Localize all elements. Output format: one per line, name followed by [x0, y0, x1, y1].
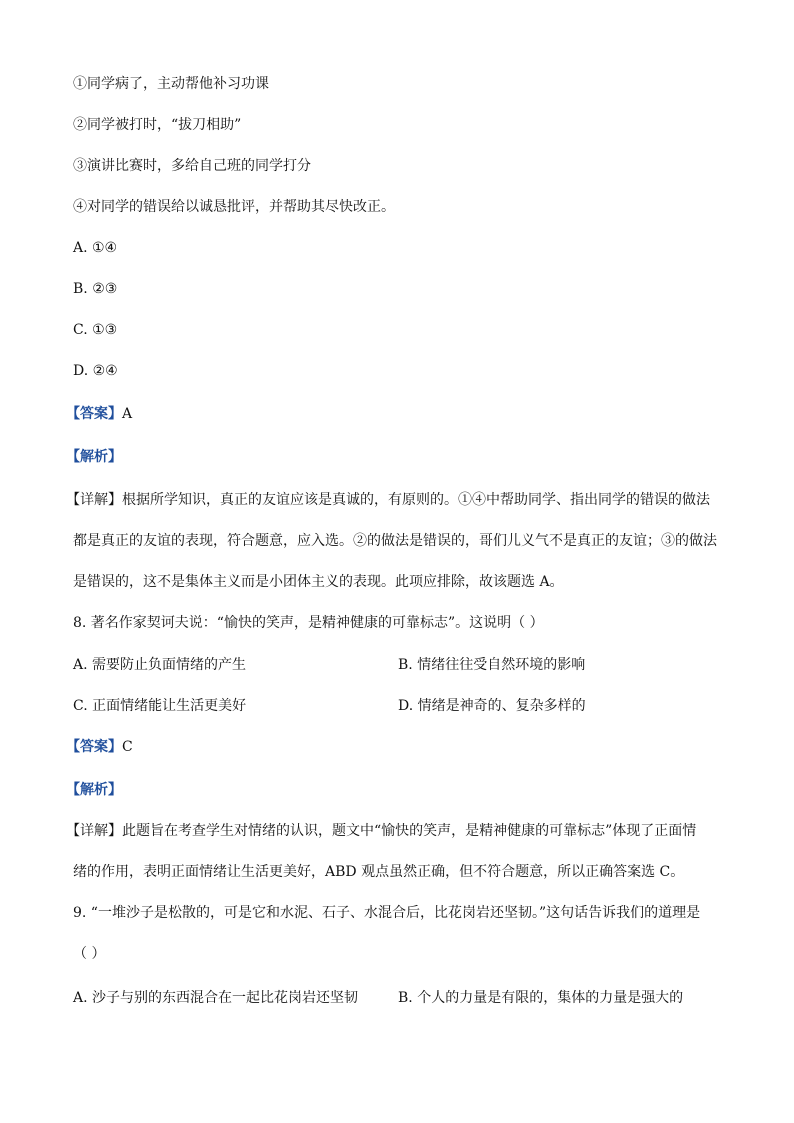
q8-option-d: D. 情绪是神奇的、复杂多样的	[398, 698, 586, 714]
q8-option-c: C. 正面情绪能让生活更美好	[73, 698, 247, 714]
q7-item-4: ④对同学的错误给以诚恳批评，并帮助其尽快改正。	[73, 199, 395, 215]
answer-value: A	[122, 406, 133, 422]
q8-detail-line-2: 绪的作用，表明正面情绪让生活更美好，ABD 观点虽然正确，但不符合题意，所以正确答案选 C。	[73, 864, 685, 880]
q7-detail-line-2: 都是真正的友谊的表现，符合题意，应入选。②的做法是错误的，哥们儿义气不是真正的友谊；③的做法	[73, 533, 717, 549]
q7-analysis-label: 【解析】	[66, 449, 122, 465]
q7-item-3: ③演讲比赛时，多给自己班的同学打分	[73, 158, 311, 174]
q9-stem-line-1: 9. “一堆沙子是松散的，可是它和水泥、石子、水混合后，比花岗岩还坚韧。”这句话告诉我们的道理是	[73, 905, 701, 921]
q8-analysis-label: 【解析】	[66, 782, 122, 798]
q7-option-b: B. ②③	[73, 281, 118, 297]
q7-option-d: D. ②④	[73, 363, 118, 379]
q7-detail-line-1: 【详解】根据所学知识，真正的友谊应该是真诚的，有原则的。①④中帮助同学、指出同学的错误的做法	[66, 492, 710, 508]
q8-detail-line-1: 【详解】此题旨在考查学生对情绪的认识，题文中“愉快的笑声，是精神健康的可靠标志”体现了正面情	[66, 823, 697, 839]
q9-option-b: B. 个人的力量是有限的，集体的力量是强大的	[398, 990, 684, 1006]
q7-option-a: A. ①④	[73, 240, 118, 256]
q9-stem-line-2: （ ）	[73, 946, 106, 962]
answer-label: 【答案】	[66, 406, 122, 422]
answer-value: C	[122, 739, 133, 755]
q7-item-1: ①同学病了，主动帮他补习功课	[73, 76, 269, 92]
q9-option-a: A. 沙子与别的东西混合在一起比花岗岩还坚韧	[73, 990, 359, 1006]
q7-answer	[66, 404, 132, 424]
q7-item-2: ②同学被打时，“拔刀相助”	[73, 117, 242, 133]
answer-label: 【答案】	[66, 739, 122, 755]
q8-option-b: B. 情绪往往受自然环境的影响	[398, 657, 586, 673]
q8-option-a: A. 需要防止负面情绪的产生	[73, 657, 247, 673]
q8-answer	[66, 737, 133, 757]
q7-detail-line-3: 是错误的，这不是集体主义而是小团体主义的表现。此项应排除，故该题选 A。	[73, 574, 564, 590]
q7-option-c: C. ①③	[73, 322, 118, 338]
q8-stem: 8. 著名作家契诃夫说：“愉快的笑声，是精神健康的可靠标志”。这说明（ ）	[73, 615, 544, 631]
